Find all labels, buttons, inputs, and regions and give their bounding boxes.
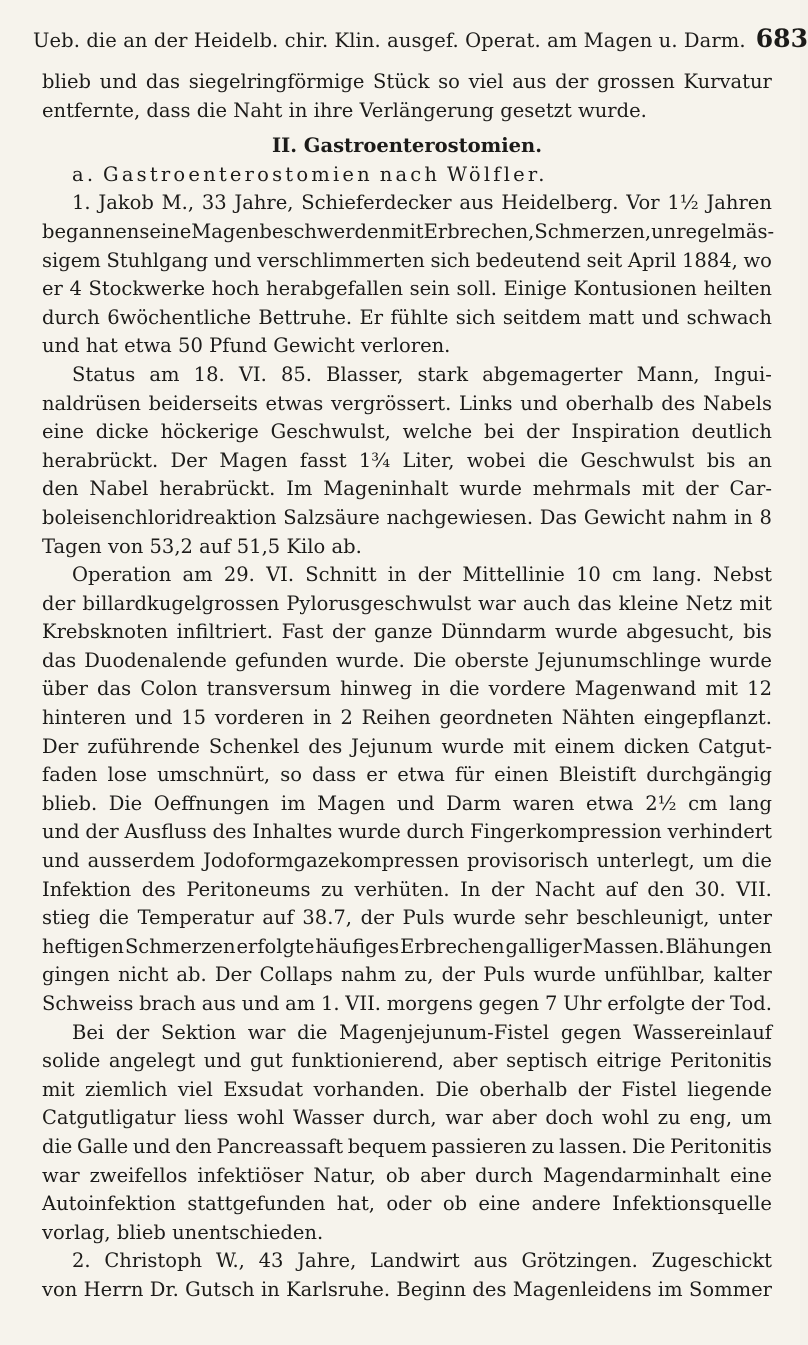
text-line: Catgutligatur liess wohl Wasser durch, war aber doch wohl zu eng, um: [42, 1106, 772, 1130]
text-line: 2. Christoph W., 43 Jahre, Landwirt aus Grötzingen. Zugeschickt: [72, 1249, 772, 1273]
text-line: begannen seine Magenbeschwerden mit Erbrechen, Schmerzen, unregelmäs-: [42, 219, 775, 243]
text-line: faden lose umschnürt, so dass er etwa für einen Bleistift durchgängig: [42, 763, 772, 787]
text-line: Status am 18. VI. 85. Blasser, stark abgemagerter Mann, Ingui-: [72, 362, 772, 386]
body-text: [42, 68, 775, 1305]
text-line: Autoinfektion stattgefunden hat, oder ob eine andere Infektionsquelle: [42, 1192, 772, 1216]
text-line: solide angelegt und gut funktionierend, aber septisch eitrige Peritonitis: [42, 1049, 772, 1073]
text-line: Bei der Sektion war die Magenjejunum-Fistel gegen Wassereinlauf: [72, 1020, 772, 1044]
text-line: naldrüsen beiderseits etwas vergrössert. Links und oberhalb des Nabels: [42, 391, 772, 415]
text-line: über das Colon transversum hinweg in die vordere Magenwand mit 12: [42, 677, 772, 701]
text-line: heftigen Schmerzen erfolgte häufiges Erbrechen galliger Massen. Blähungen: [42, 934, 772, 958]
text-line: Operation am 29. VI. Schnitt in der Mittellinie 10 cm lang. Nebst: [72, 563, 772, 587]
text-line: boleisenchloridreaktion Salzsäure nachgewiesen. Das Gewicht nahm in 8: [42, 505, 772, 529]
text-line: durch 6wöchentliche Bettruhe. Er fühlte sich seitdem matt und schwach: [42, 305, 772, 329]
text-line: von Herrn Dr. Gutsch in Karlsruhe. Beginn des Magenleidens im Sommer: [42, 1277, 772, 1301]
text-line: eine dicke höckerige Geschwulst, welche bei der Inspiration deutlich: [42, 420, 772, 444]
text-line: die Galle und den Pancreassaft bequem passieren zu lassen. Die Peritonitis: [42, 1134, 772, 1158]
text-line: der billardkugelgrossen Pylorusgeschwulst war auch das kleine Netz mit: [42, 591, 772, 615]
text-line: und hat etwa 50 Pfund Gewicht verloren.: [42, 334, 451, 358]
text-line: den Nabel herabrückt. Im Mageninhalt wurde mehrmals mit der Car-: [42, 477, 772, 501]
text-line: und der Ausfluss des Inhaltes wurde durch Fingerkompression verhindert: [42, 820, 772, 844]
text-line: Schweiss brach aus und am 1. VII. morgens gegen 7 Uhr erfolgte der Tod.: [42, 992, 772, 1015]
running-head-title: Ueb. die an der Heidelb. chir. Klin. ausgef. Operat. am Magen u. Darm.: [33, 29, 746, 52]
text-line: herabrückt. Der Magen fasst 1¾ Liter, wobei die Geschwulst bis an: [42, 448, 772, 472]
text-line: gingen nicht ab. Der Collaps nahm zu, der Puls wurde unfühlbar, kalter: [42, 963, 772, 987]
text-line: hinteren und 15 vorderen in 2 Reihen geordneten Nähten eingepflanzt.: [42, 706, 772, 730]
text-line: und ausserdem Jodoformgazekompressen provisorisch unterlegt, um die: [42, 849, 772, 873]
text-line: Krebsknoten infiltriert. Fast der ganze Dünndarm wurde abgesucht, bis: [42, 620, 772, 644]
text-line: 1. Jakob M., 33 Jahre, Schieferdecker aus Heidelberg. Vor 1½ Jahren: [72, 191, 772, 215]
page-number: 683: [755, 24, 808, 53]
text-line: mit ziemlich viel Exsudat vorhanden. Die oberhalb der Fistel liegende: [42, 1077, 772, 1101]
text-line: er 4 Stockwerke hoch herabgefallen sein soll. Einige Kontusionen heilten: [42, 277, 772, 301]
text-line: blieb und das siegelringförmige Stück so viel aus der grossen Kurvatur: [42, 70, 772, 93]
text-line: das Duodenalende gefunden wurde. Die oberste Jejunumschlinge wurde: [42, 648, 772, 672]
text-line: war zweifellos infektiöser Natur, ob aber durch Magendarminhalt eine: [42, 1163, 772, 1187]
text-line: Infektion des Peritoneums zu verhüten. In der Nacht auf den 30. VII.: [42, 877, 772, 901]
text-line: sigem Stuhlgang und verschlimmerten sich bedeutend seit April 1884, wo: [42, 248, 772, 272]
text-line: Der zuführende Schenkel des Jejunum wurde mit einem dicken Catgut-: [42, 734, 772, 758]
text-line: blieb. Die Oeffnungen im Magen und Darm waren etwa 2½ cm lang: [42, 791, 772, 815]
text-line: Tagen von 53,2 auf 51,5 Kilo ab.: [42, 534, 362, 558]
text-line: vorlag, blieb unentschieden.: [42, 1220, 324, 1244]
section-heading: II. Gastroenterostomien.: [271, 134, 543, 158]
text-line: entfernte, dass die Naht in ihre Verlängerung gesetzt wurde.: [42, 98, 647, 122]
subsection-heading: a. Gastroenterostomien nach Wölfler.: [72, 162, 548, 186]
running-head: [33, 24, 808, 60]
text-line: stieg die Temperatur auf 38.7, der Puls wurde sehr beschleunigt, unter: [42, 906, 772, 930]
